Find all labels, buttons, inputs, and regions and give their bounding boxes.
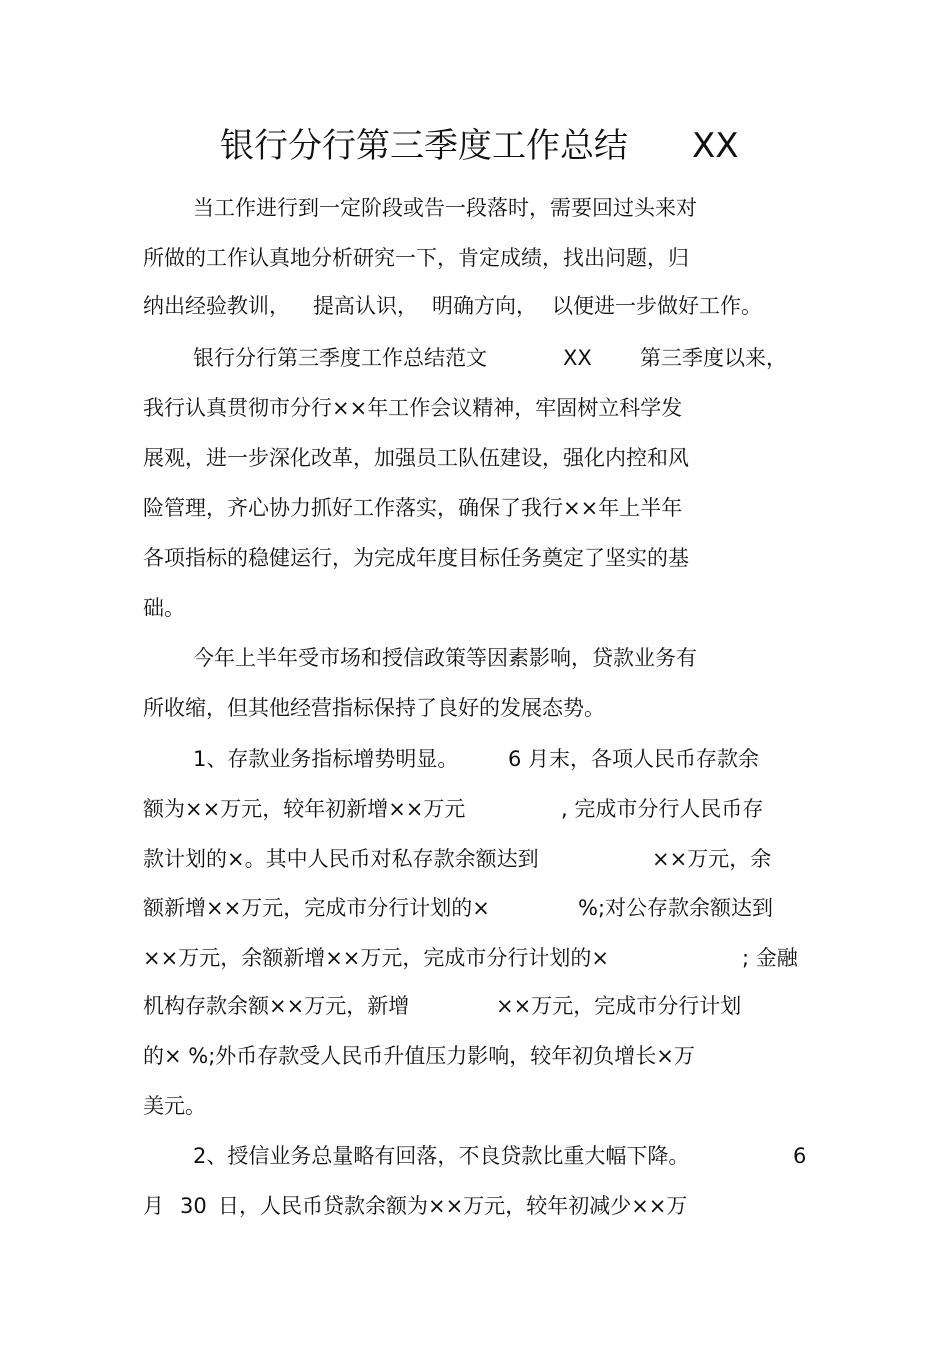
document-title: [0, 118, 950, 174]
line-text: 银行分行第三季度工作总结范文: [193, 346, 487, 370]
line-text: 美元。: [143, 1094, 206, 1118]
paragraph-line: [0, 988, 950, 1024]
line-text: 月: [143, 1194, 164, 1218]
line-text: 6: [793, 1144, 807, 1168]
line-text: 所做的工作认真地分析研究一下，肯定成绩，找出问题，归: [143, 246, 689, 270]
paragraph-line: [0, 390, 950, 426]
paragraph-line: [0, 940, 950, 976]
line-text: , 完成市分行人民币存: [561, 797, 764, 821]
line-text: 展观，进一步深化改革，加强员工队伍建设，强化内控和风: [143, 446, 689, 470]
line-text: 1、存款业务指标增势明显。: [193, 747, 459, 771]
line-text: 2、授信业务总量略有回落，不良贷款比重大幅下降。: [193, 1144, 690, 1168]
title-suffix: XX: [692, 126, 739, 166]
line-text: 我行认真贯彻市分行××年工作会议精神，牢固树立科学发: [143, 396, 683, 420]
line-text: 提高认识，: [313, 294, 418, 318]
paragraph-line: [0, 288, 950, 324]
line-text: 纳出经验教训，: [143, 294, 290, 318]
line-text: 额为××万元，较年初新增××万元: [143, 797, 466, 821]
line-text: 6 月末，各项人民币存款余: [508, 747, 760, 771]
line-text: 础。: [143, 596, 185, 620]
line-text: ; 金融: [742, 946, 798, 970]
line-text: %;对公存款余额达到: [578, 896, 774, 920]
line-text: 日，人民币贷款余额为××万元，较年初减少××万: [218, 1194, 688, 1218]
line-text: 第三季度以来，: [640, 346, 787, 370]
line-text: 今年上半年受市场和授信政策等因素影响，贷款业务有: [193, 646, 697, 670]
paragraph-line: [0, 1138, 950, 1174]
paragraph-line: [0, 540, 950, 576]
line-text: 明确方向，: [432, 294, 537, 318]
paragraph-line: [0, 1188, 950, 1224]
paragraph-line: [0, 340, 950, 376]
line-text: 各项指标的稳健运行，为完成年度目标任务奠定了坚实的基: [143, 546, 689, 570]
paragraph-line: [0, 890, 950, 926]
line-text: ××万元，余额新增××万元，完成市分行计划的×: [143, 946, 609, 970]
line-text: 的× %;外币存款受人民币升值压力影响，较年初负增长×万: [143, 1044, 695, 1068]
line-text: ××万元，余: [652, 847, 772, 871]
title-text: 银行分行第三季度工作总结: [220, 126, 628, 166]
paragraph-line: [0, 590, 950, 626]
line-text: ××万元，完成市分行计划: [496, 994, 742, 1018]
line-text: 险管理，齐心协力抓好工作落实，确保了我行××年上半年: [143, 496, 683, 520]
line-text: 额新增××万元，完成市分行计划的×: [143, 896, 490, 920]
paragraph-line: [0, 640, 950, 676]
line-text: 以便进一步做好工作。: [552, 294, 762, 318]
line-text: 当工作进行到一定阶段或告一段落时，需要回过头来对: [193, 196, 697, 220]
paragraph-line: [0, 841, 950, 877]
paragraph-line: [0, 741, 950, 777]
paragraph-line: [0, 1038, 950, 1074]
paragraph-line: [0, 1088, 950, 1124]
line-text: XX: [563, 346, 592, 370]
paragraph-line: [0, 240, 950, 276]
line-text: 机构存款余额××万元，新增: [143, 994, 410, 1018]
paragraph-line: [0, 490, 950, 526]
line-text: 款计划的×。其中人民币对私存款余额达到: [143, 847, 539, 871]
line-text: 所收缩，但其他经营指标保持了良好的发展态势。: [143, 696, 605, 720]
paragraph-line: [0, 440, 950, 476]
paragraph-line: [0, 690, 950, 726]
paragraph-line: [0, 190, 950, 226]
paragraph-line: [0, 791, 950, 827]
line-text: 30: [180, 1194, 207, 1218]
